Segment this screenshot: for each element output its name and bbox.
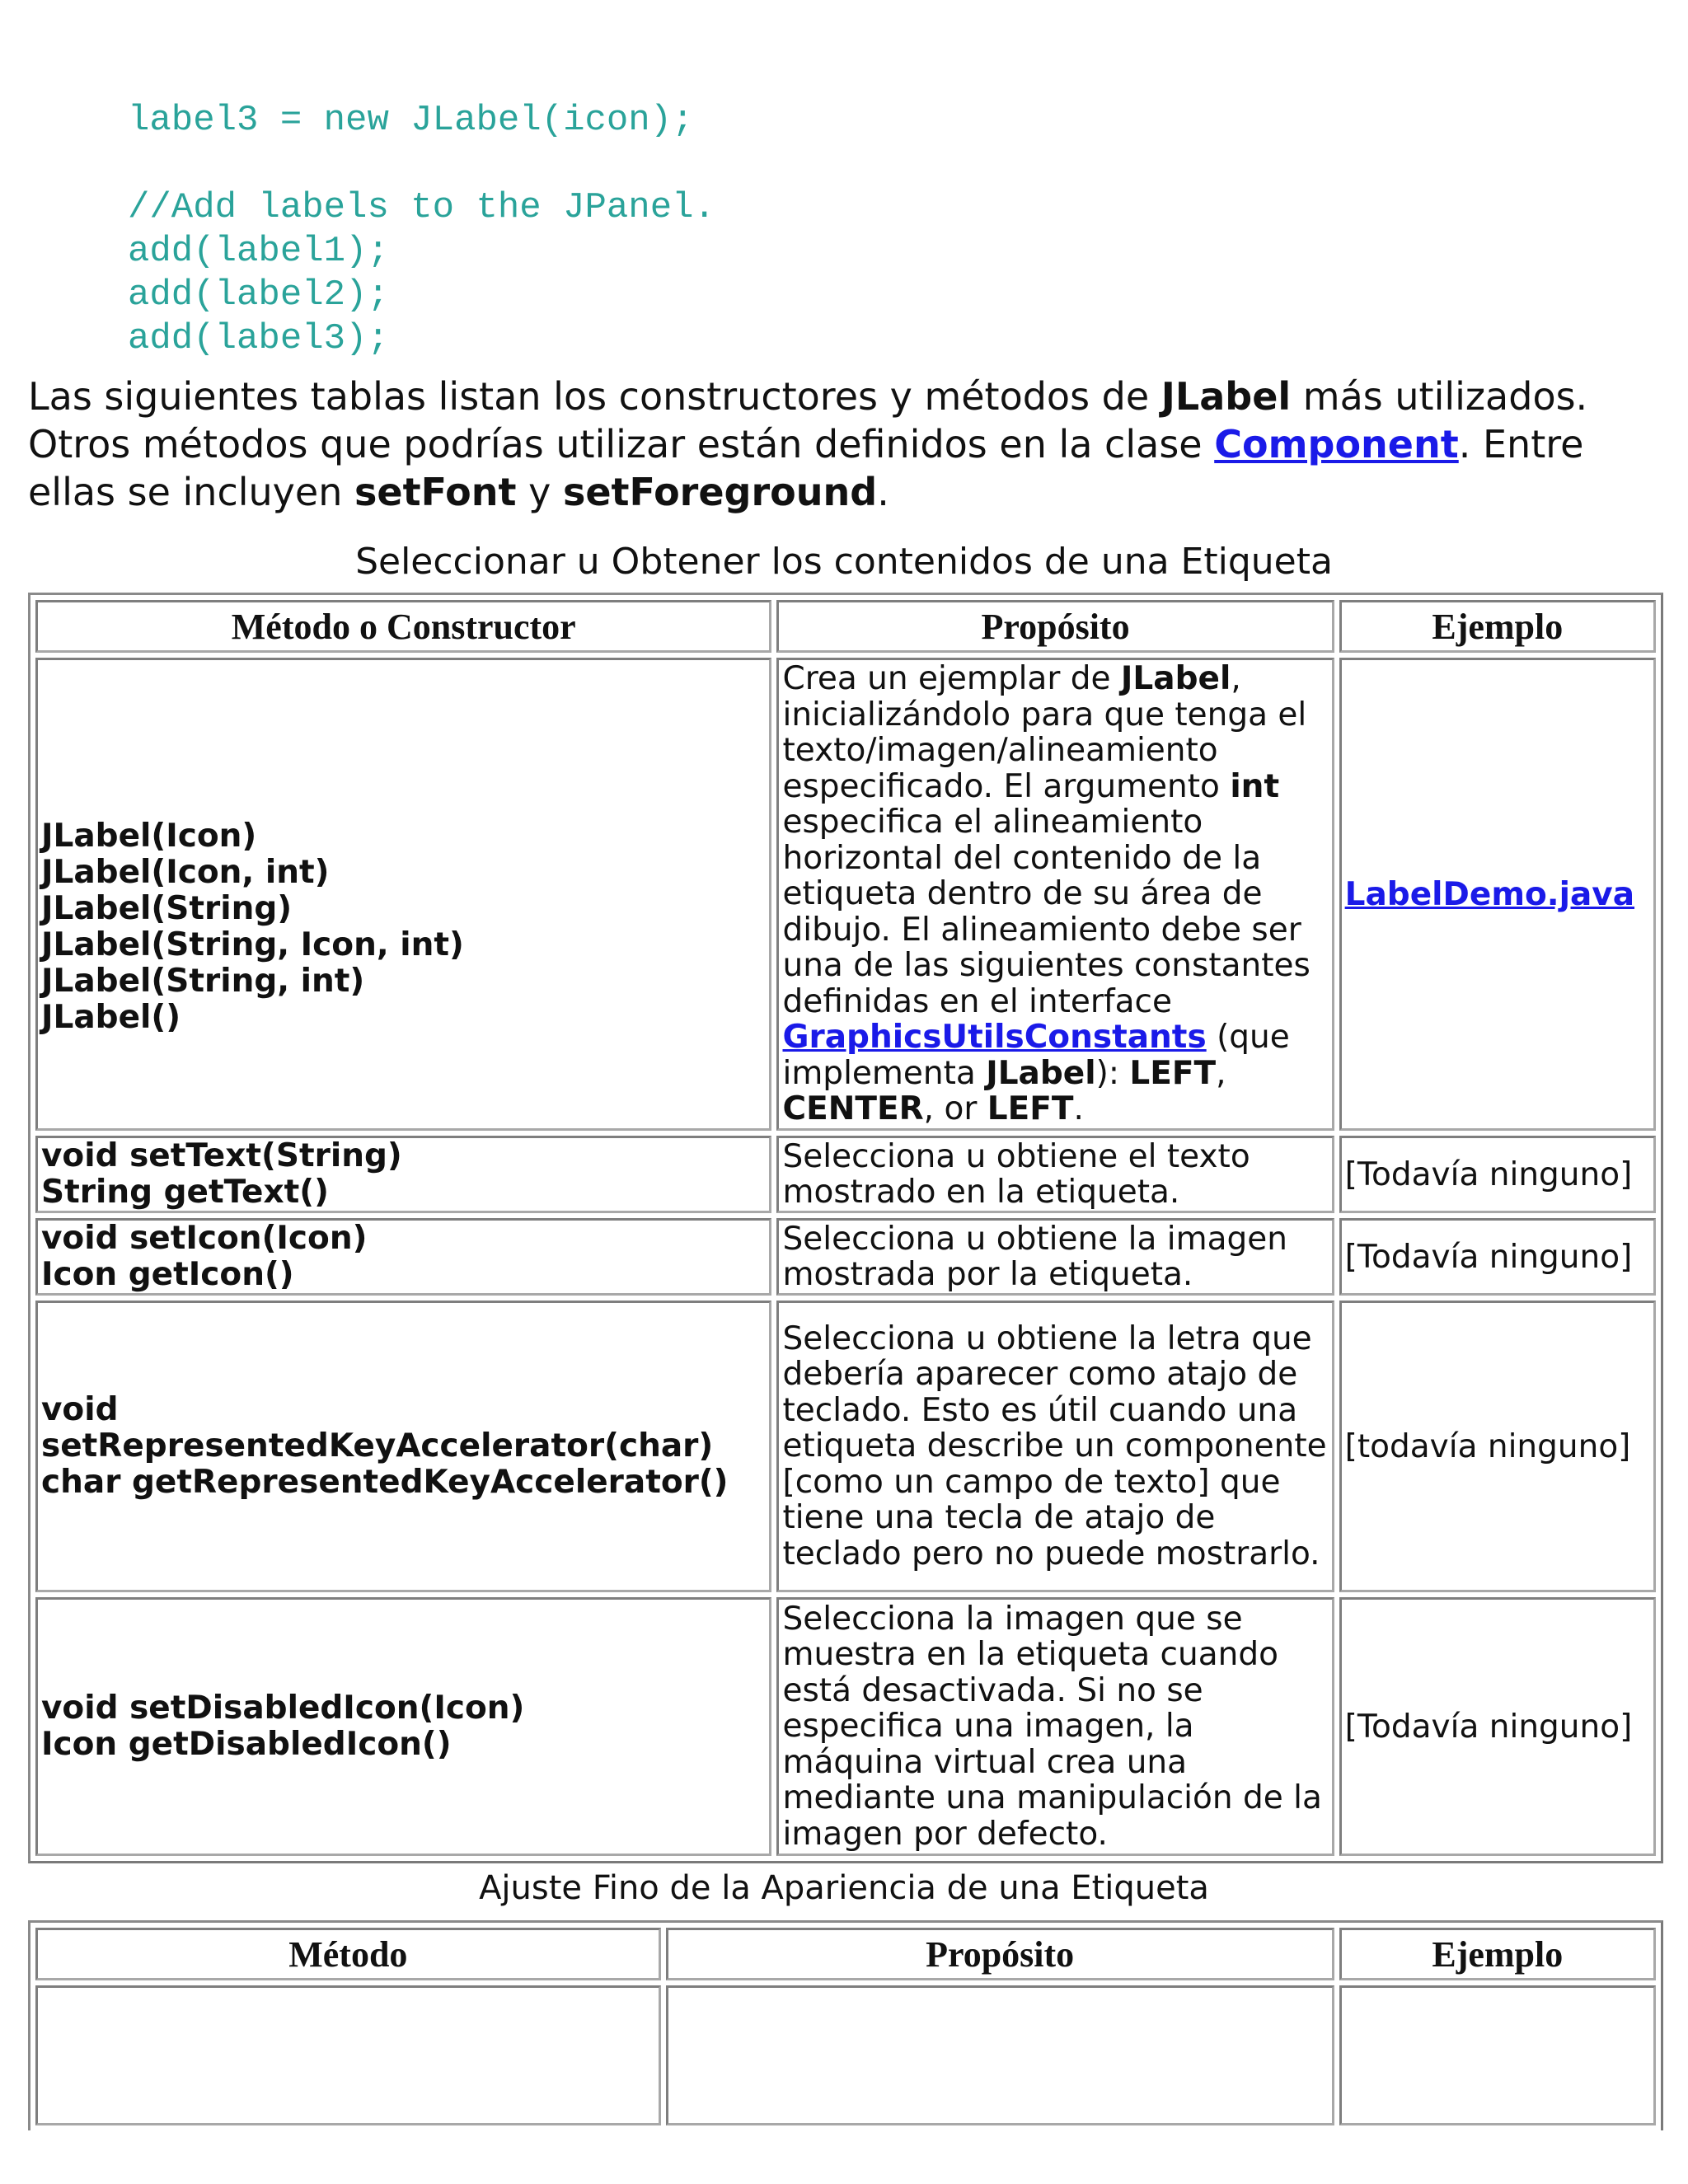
method-cell: void setIcon(Icon) Icon getIcon() — [35, 1218, 771, 1296]
setforeground-term: setForeground — [562, 470, 878, 514]
method-cell: JLabel(Icon) JLabel(Icon, int) JLabel(String) JLabel(String, Icon, int) JLabel(String, int) JLabel() — [35, 658, 771, 1131]
column-header: Propósito — [666, 1928, 1334, 1980]
example-cell: [todavía ninguno] — [1339, 1301, 1656, 1592]
table-row — [35, 1985, 1656, 2125]
table1-caption: Seleccionar u Obtener los contenidos de una Etiqueta — [355, 541, 1333, 583]
table2-caption: Ajuste Fino de la Apariencia de una Etiqueta — [479, 1869, 1209, 1907]
purpose-cell: Selecciona la imagen que se muestra en la etiqueta cuando está desactivada. Si no se especifica una imagen, la máquina virtual crea una mediante una manipulación de la imagen por defecto. — [776, 1597, 1334, 1856]
table-row — [35, 1218, 1656, 1296]
constructors-table — [28, 593, 1663, 1863]
method-cell: void setDisabledIcon(Icon) Icon getDisabledIcon() — [35, 1597, 771, 1856]
example-cell: [Todavía ninguno] — [1339, 1218, 1656, 1296]
purpose-cell: Crea un ejemplar de JLabel, inicializándolo para que tenga el texto/imagen/alineamiento especificado. El argumento int especifica el alineamiento horizontal del contenido de la etiqueta dentro de su área de dibujo. El alineamiento debe ser una de las siguientes constantes definidas en el interface GraphicsUtilsConstants (que implementa JLabel): LEFT, CENTER, or LEFT. — [776, 658, 1334, 1131]
code-line: add(label3); — [128, 318, 389, 359]
purpose-cell: Selecciona u obtiene la letra que debería aparecer como atajo de teclado. Esto es útil cuando una etiqueta describe un componente [como un campo de texto] que tiene una tecla de atajo de teclado pero no puede mostrarlo. — [776, 1301, 1334, 1592]
jlabel-term: JLabel — [1160, 374, 1292, 419]
setfont-term: setFont — [354, 470, 517, 514]
table-header-row — [35, 600, 1656, 653]
table-row — [35, 658, 1656, 1131]
code-line: add(label1); — [128, 231, 389, 272]
column-header: Ejemplo — [1339, 1928, 1656, 1980]
appearance-table — [28, 1920, 1663, 2130]
table-header-row — [35, 1928, 1656, 1980]
column-header: Método — [35, 1928, 661, 1980]
graphicsutilsconstants-link[interactable]: GraphicsUtilsConstants — [782, 1019, 1207, 1057]
labeldemo-link[interactable]: LabelDemo.java — [1344, 875, 1635, 913]
example-cell: [Todavía ninguno] — [1339, 1597, 1656, 1856]
intro-paragraph: Las siguientes tablas listan los constructores y métodos de JLabel más utilizados. Otros métodos que podrías utilizar están definidos en la clase Component. Entre ellas se incluyen setFont y setForeground. — [28, 374, 1588, 514]
method-cell: void setRepresentedKeyAccelerator(char) char getRepresentedKeyAccelerator() — [35, 1301, 771, 1592]
example-cell — [1339, 658, 1656, 1131]
table-row — [35, 1301, 1656, 1592]
purpose-cell: Selecciona u obtiene la imagen mostrada por la etiqueta. — [776, 1218, 1334, 1296]
code-line: add(label2); — [128, 274, 389, 316]
code-line: label3 = new JLabel(icon); — [128, 100, 694, 141]
table-row — [35, 1597, 1656, 1856]
component-link[interactable]: Component — [1214, 422, 1459, 466]
code-snippet — [128, 99, 715, 361]
example-cell: [Todavía ninguno] — [1339, 1136, 1656, 1213]
table-row — [35, 1136, 1656, 1213]
column-header: Método o Constructor — [35, 600, 771, 653]
code-comment: //Add labels to the JPanel. — [128, 187, 715, 228]
column-header: Ejemplo — [1339, 600, 1656, 653]
method-cell: void setText(String) String getText() — [35, 1136, 771, 1213]
column-header: Propósito — [776, 600, 1334, 653]
purpose-cell: Selecciona u obtiene el texto mostrado en la etiqueta. — [776, 1136, 1334, 1213]
